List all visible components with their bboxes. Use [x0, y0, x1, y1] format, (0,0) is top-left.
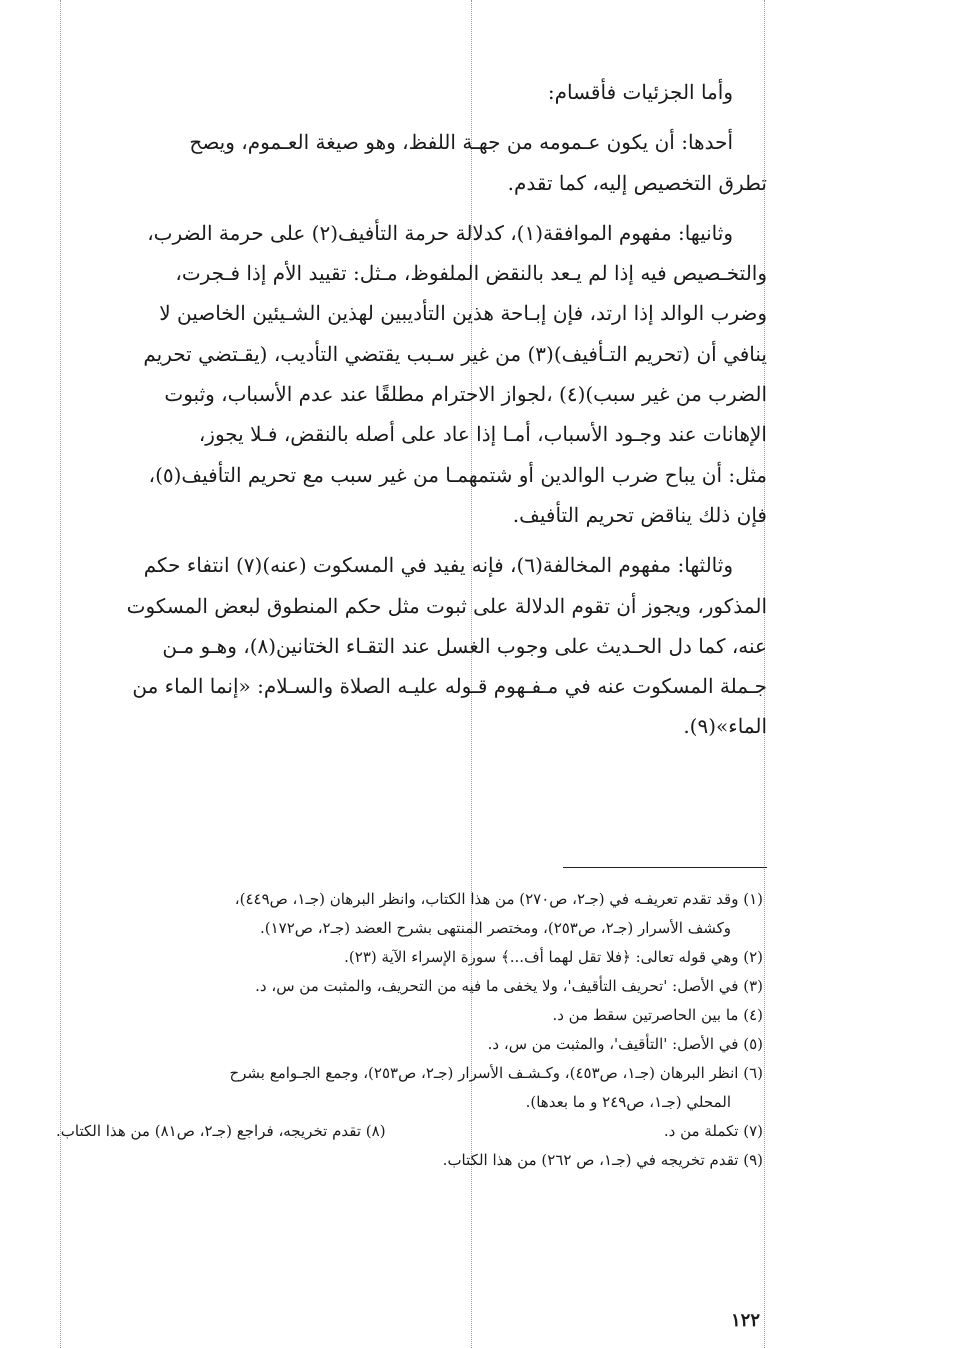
footnote-2: (٢) وهي قوله تعالى: ﴿فلا تقل لهما أف...﴾ سورة الإسراء الآية (٢٣).: [344, 948, 763, 966]
paragraph-line: الإهانات عند وجـود الأسباب، أمـا إذا عاد على أصله بالنقض، فـلا يجوز،: [198, 422, 767, 447]
paragraph-line: تطرق التخصيص إليه، كما تقدم.: [507, 170, 767, 195]
footnote-9: (٩) تقدم تخريجه في (جـ١، ص ٢٦٢) من هذا الكتاب.: [442, 1151, 763, 1169]
paragraph-line: الماء»(٩).: [683, 714, 767, 739]
paragraph-line: ينافي أن (تحريم التـأفيف)(٣) من غير سـبب يقتضي التأديب، (يقـتضي تحريم: [143, 341, 767, 366]
paragraph-line: فإن ذلك يناقض تحريم التأفيف.: [512, 502, 767, 527]
paragraph-line: وثانيها: مفهوم الموافقة(١)، كدلالة حرمة التأفيف(٢) على حرمة الضرب،: [147, 220, 733, 245]
footnote-1: (١) وقد تقدم تعريفـه في (جـ٢، ص٢٧٠) من هذا الكتاب، وانظر البرهان (جـ١، ص٤٤٩)،: [234, 890, 763, 908]
footnote-6: (٦) انظر البرهان (جـ١، ص٤٥٣)، وكـشـف الأسرار (جـ٢، ص٢٥٣)، وجمع الجـوامع بشرح: [229, 1064, 763, 1082]
paragraph-line: وثالثها: مفهوم المخالفة(٦)، فإنه يفيد في المسكوت (عنه)(٧) انتفاء حكم: [143, 553, 733, 578]
footnote-pair-7-8: [56, 1117, 763, 1146]
footnote-5: (٥) في الأصل: 'التأقيف'، والمثبت من س، د.: [487, 1035, 763, 1053]
footnote-6-continuation: المحلي (جـ١، ص٢٤٩ و ما بعدها).: [525, 1093, 731, 1111]
footnote-8: (٨) تقدم تخريجه، فراجع (جـ٢، ص٨١) من هذا الكتاب.: [56, 1122, 386, 1140]
paragraph-line: وضرب الوالد إذا ارتد، فإن إبـاحة هذين التأديبين لهذين الشـيئين الخاصين لا: [159, 301, 767, 326]
paragraph-line: والتخـصيص فيه إذا لم يـعد بالنقض الملفوظ، مـثل: تقييد الأم إذا فـجرت،: [175, 261, 767, 286]
paragraph-line: الضرب من غير سبب)(٤) ،لجواز الاحترام مطلقًا عند عدم الأسباب، وثبوت: [164, 382, 767, 407]
page-number: ١٢٢: [730, 1310, 760, 1331]
footnote-7: (٧) تكملة من د.: [663, 1122, 763, 1140]
paragraph-line: المذكور، ويجوز أن تقوم الدلالة على ثبوت مثل حكم المنطوق لبعض المسكوت: [126, 593, 767, 618]
paragraph-line: أحدها: أن يكون عـمومه من جهـة اللفظ، وهو صيغة العـموم، ويصح: [189, 130, 733, 155]
paragraph-line: عنه، كما دل الحـديث على وجوب الغسل عند التقـاء الختانين(٨)، وهـو مـن: [162, 633, 767, 658]
main-text: [62, 72, 767, 747]
paragraph-line: مثل: أن يباح ضرب الوالدين أو شتمهمـا من غير سبب مع تحريم التأفيف(٥)،: [148, 462, 767, 487]
footnote-3: (٣) في الأصل: 'تحريف التأقيف'، ولا يخفى ما فيه من التحريف، والمثبت من س، د.: [255, 977, 763, 995]
footnote-4: (٤) ما بين الحاصرتين سقط من د.: [552, 1006, 763, 1024]
section-heading: وأما الجزئيات فأقسام:: [547, 80, 733, 104]
footnote-1-continuation: وكشف الأسرار (جـ٢، ص٢٥٣)، ومختصر المنتهى بشرح العضد (جـ٢، ص١٧٢).: [260, 919, 731, 937]
footnotes: [56, 885, 763, 1175]
paragraph-line: جـملة المسكوت عنه في مـفـهوم قـوله عليـه الصلاة والسـلام: «إنما الماء من: [132, 674, 767, 699]
footnote-separator: [563, 867, 767, 868]
